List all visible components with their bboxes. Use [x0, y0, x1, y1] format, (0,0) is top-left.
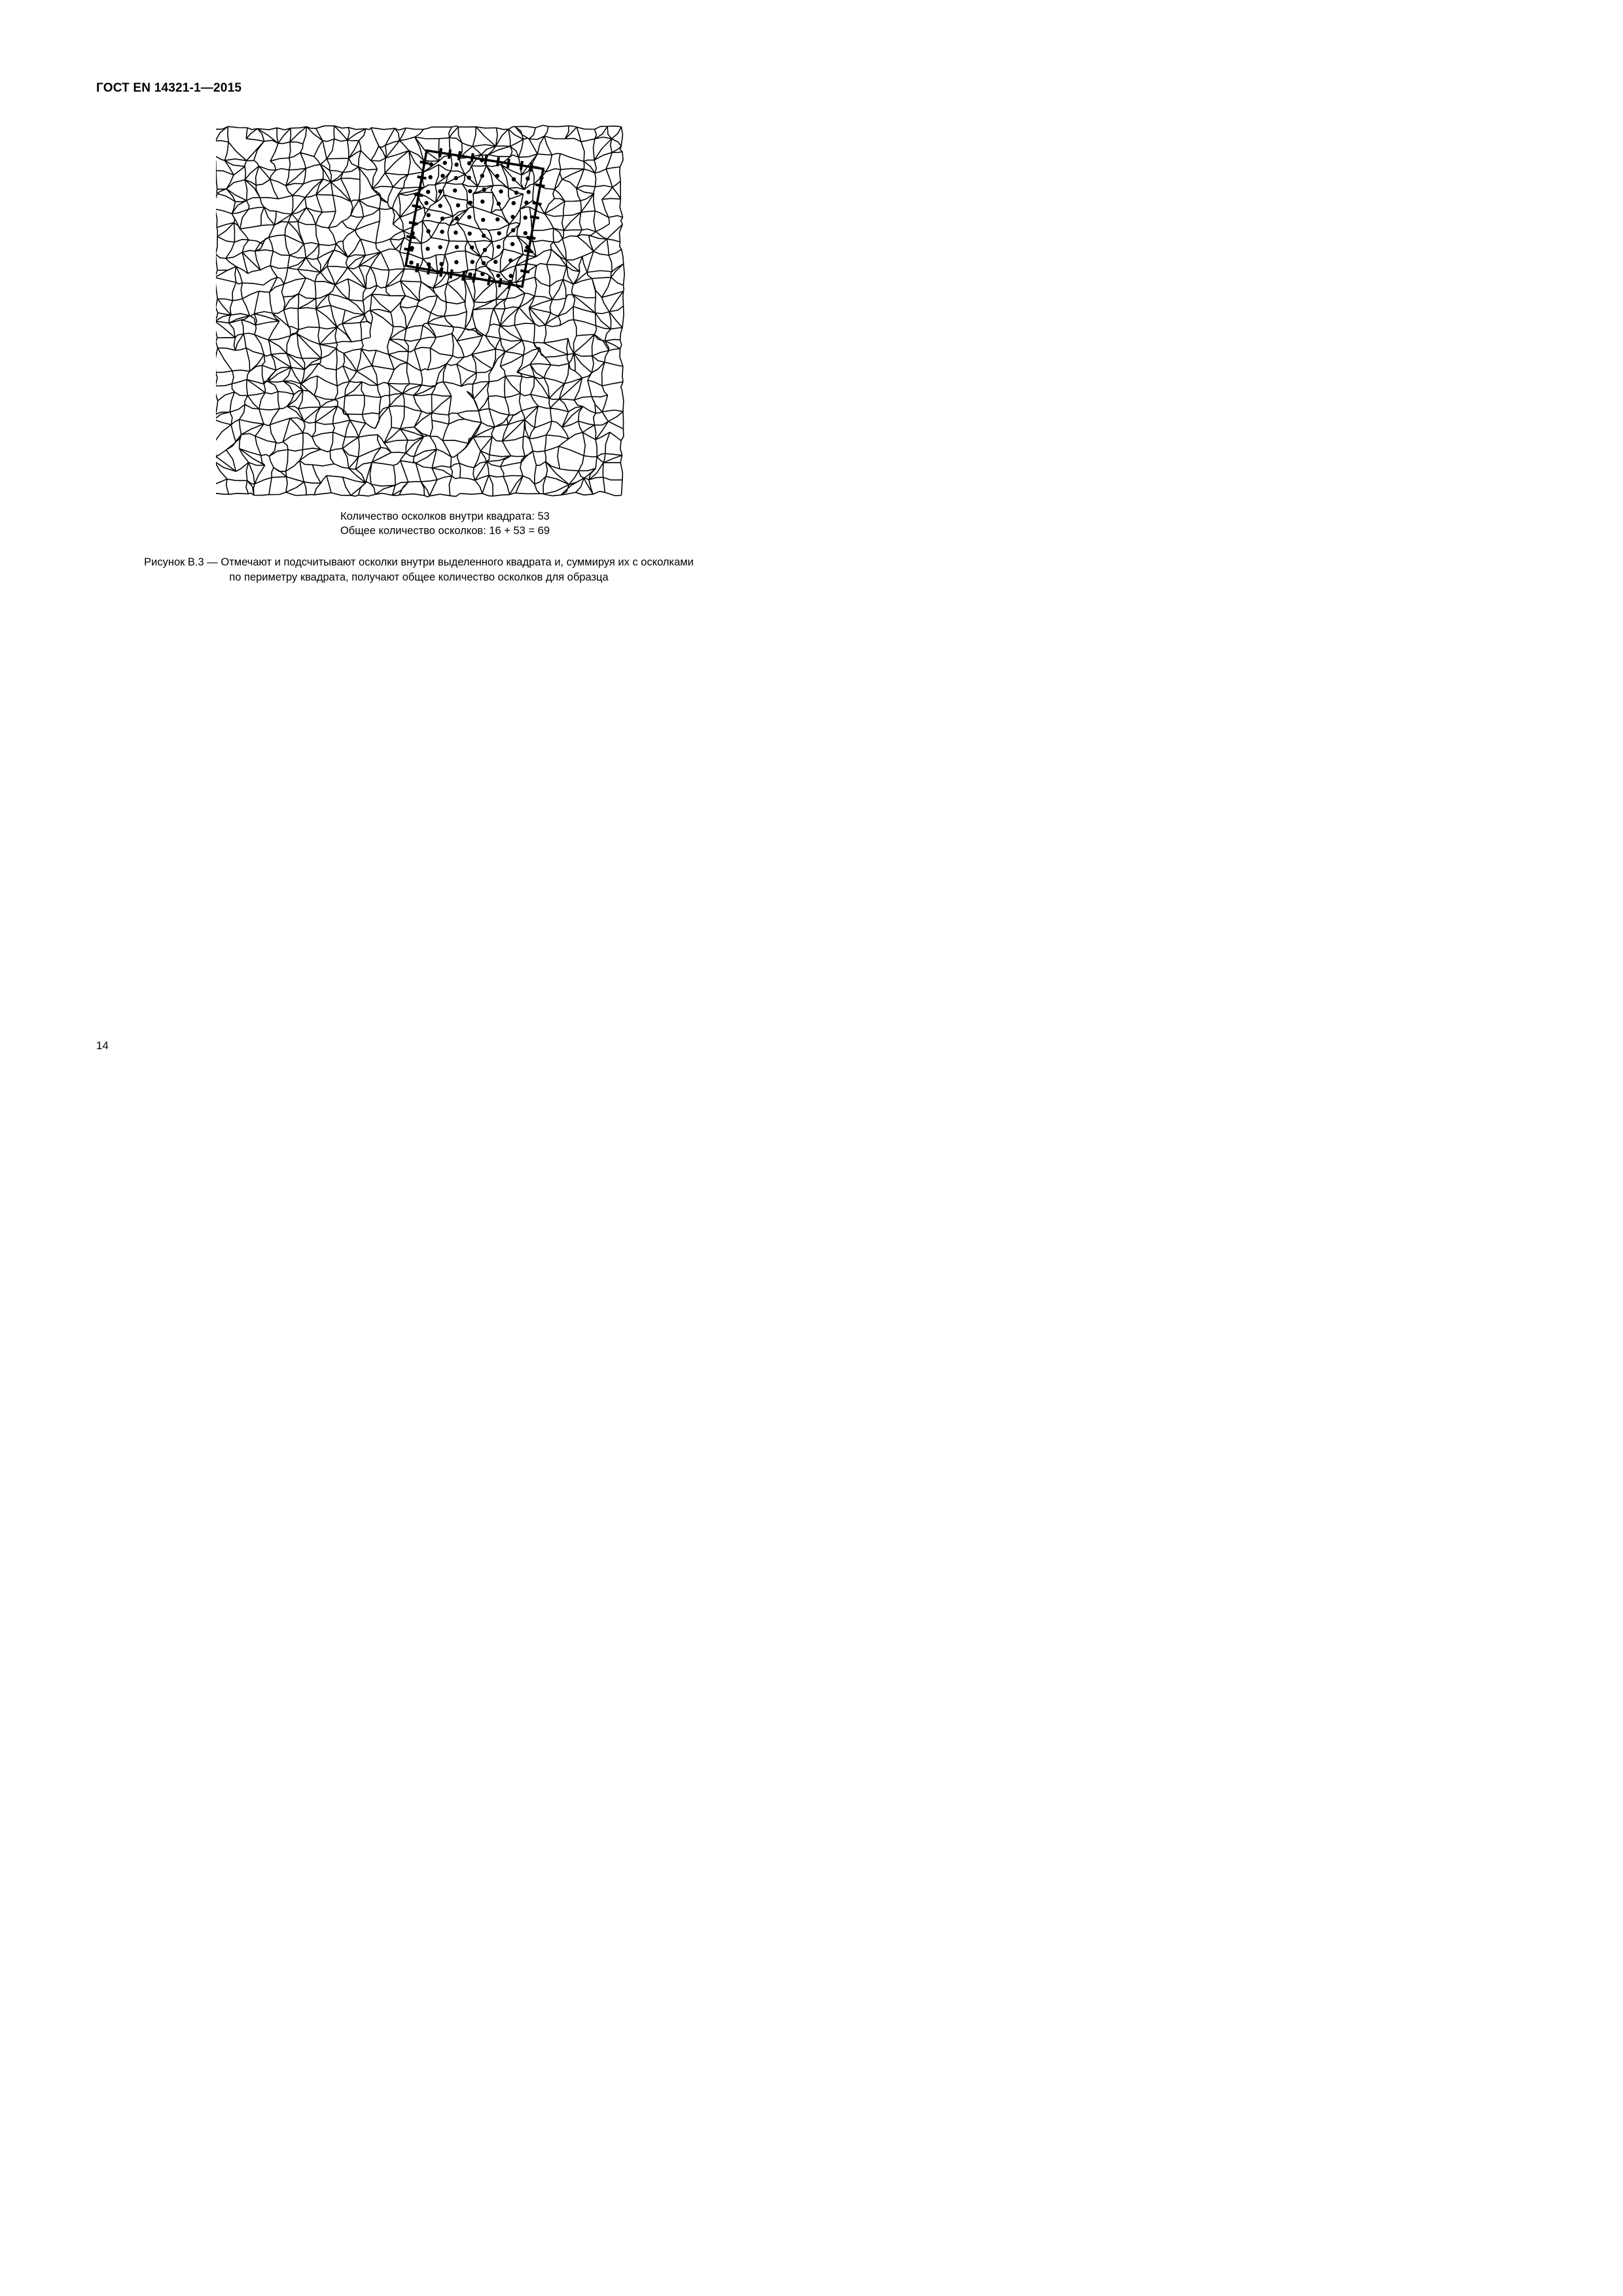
fragment-dot [482, 261, 486, 265]
fragment-dot [508, 259, 512, 262]
perimeter-tick-mark [530, 217, 539, 218]
fragment-dot [480, 174, 484, 178]
fragment-dot [454, 260, 458, 264]
fragment-dot [440, 174, 444, 178]
perimeter-tick-mark [485, 155, 486, 164]
fragment-dot [456, 204, 460, 207]
fragment-dot [439, 262, 443, 266]
perimeter-tick-mark [459, 151, 460, 160]
fragment-dot [525, 245, 529, 249]
fragment-dot [468, 272, 472, 276]
fragment-dot [467, 215, 471, 219]
perimeter-tick-mark [412, 206, 421, 207]
fragment-dot [467, 161, 471, 165]
fragment-dot [438, 245, 442, 249]
fragment-dot [526, 177, 529, 181]
fragment-dot [480, 200, 484, 204]
fragment-dot [514, 190, 518, 194]
fragment-dot [496, 274, 500, 278]
fragment-dot [527, 190, 531, 194]
perimeter-tick-mark [533, 203, 542, 204]
fragment-dot [499, 189, 503, 193]
fragment-dot [411, 231, 415, 235]
fragment-dot [493, 260, 497, 264]
fragment-dot [497, 231, 501, 235]
page-number: 14 [96, 1039, 109, 1052]
perimeter-tick-mark [418, 177, 427, 179]
fragment-dot [429, 162, 433, 166]
fragment-dot [497, 245, 501, 249]
fragment-dot [471, 260, 474, 264]
figure-caption-line-1: Рисунок В.3 — Отмечают и подсчитывают осколки внутри выделенного квадрата и, суммируя их с осколками [144, 556, 694, 568]
fragment-dot [454, 176, 458, 180]
perimeter-tick-mark [472, 153, 473, 162]
perimeter-tick-mark [440, 268, 442, 277]
inside-fragment-dots [409, 158, 543, 278]
fragment-dot [511, 228, 515, 232]
fracture-pattern-figure [216, 118, 635, 504]
fragment-dot [510, 242, 514, 246]
fragment-dot [495, 217, 499, 221]
fragment-dot [524, 231, 527, 235]
fragment-dot [427, 213, 431, 217]
perimeter-tick-mark [520, 270, 529, 272]
perimeter-tick-mark [420, 162, 429, 164]
perimeter-tick-mark [440, 148, 441, 157]
fragment-dot [512, 177, 516, 181]
count-total-text: Общее количество осколков: 16 + 53 = 69 [340, 525, 550, 537]
perimeter-tick-mark [497, 157, 499, 166]
perimeter-tick-mark [450, 270, 452, 279]
fragment-dot [454, 230, 457, 234]
fragment-dot [483, 248, 487, 252]
fragment-dot [409, 260, 413, 264]
perimeter-tick-mark [414, 194, 423, 196]
fragment-dot [495, 174, 499, 178]
figure-caption [92, 555, 746, 585]
perimeter-tick-mark [449, 150, 450, 159]
fragment-dot [455, 217, 459, 221]
perimeter-tick-mark [508, 159, 509, 168]
fragment-dot [455, 245, 459, 249]
perimeter-tick-mark [473, 274, 474, 283]
perimeter-tick-mark [416, 263, 418, 272]
fragment-dot [440, 230, 444, 234]
fragment-dot [438, 189, 442, 193]
fragment-dot [468, 189, 472, 193]
fragment-dot [443, 161, 447, 165]
perimeter-tick-mark [409, 223, 418, 224]
fragment-dot [424, 201, 428, 205]
fragment-dot [469, 201, 473, 205]
fragment-dot [467, 175, 471, 179]
perimeter-tick-mark [521, 161, 522, 170]
fragment-dot [510, 215, 514, 219]
fragment-dot [524, 200, 528, 204]
fragment-dot [410, 246, 414, 250]
fragment-dot [539, 175, 543, 179]
fragment-dot [470, 245, 474, 249]
perimeter-tick-mark [406, 236, 416, 238]
fragment-dot [438, 204, 442, 207]
perimeter-tick-mark [526, 237, 535, 238]
fragment-dot [468, 232, 472, 236]
fracture-pattern-image [216, 118, 635, 504]
fragment-dot [453, 188, 457, 192]
fragment-dot [425, 247, 429, 251]
fragment-dot [429, 175, 433, 179]
figure-caption-line-2: по периметру квадрата, получают общее количество осколков для образца [229, 571, 609, 583]
perimeter-tick-mark [428, 265, 429, 274]
fragment-dot [512, 201, 516, 205]
perimeter-tick-mark [524, 251, 533, 252]
perimeter-tick-mark [536, 185, 545, 186]
perimeter-tick-mark [499, 278, 501, 287]
fragment-dot [426, 229, 430, 233]
fragment-dot [524, 215, 527, 219]
fragment-dot [427, 262, 431, 266]
fragment-dot [482, 188, 486, 192]
document-header: ГОСТ EN 14321-1—2015 [96, 81, 242, 95]
perimeter-tick-mark [508, 280, 510, 289]
fragment-dot [482, 234, 486, 238]
count-inside-text: Количество осколков внутри квадрата: 53 [340, 511, 550, 522]
fragment-dot [497, 202, 501, 206]
perimeter-tick-mark [463, 272, 464, 281]
fragment-dot [440, 217, 444, 221]
fragment-dot [481, 218, 485, 222]
fragment-dot [480, 272, 484, 276]
fragment-dot [426, 190, 430, 194]
perimeter-tick-mark [531, 162, 532, 171]
fragment-dot [454, 162, 458, 166]
perimeter-tick-mark [488, 276, 490, 285]
fragment-dot [480, 158, 484, 162]
fragment-dot [509, 274, 513, 278]
